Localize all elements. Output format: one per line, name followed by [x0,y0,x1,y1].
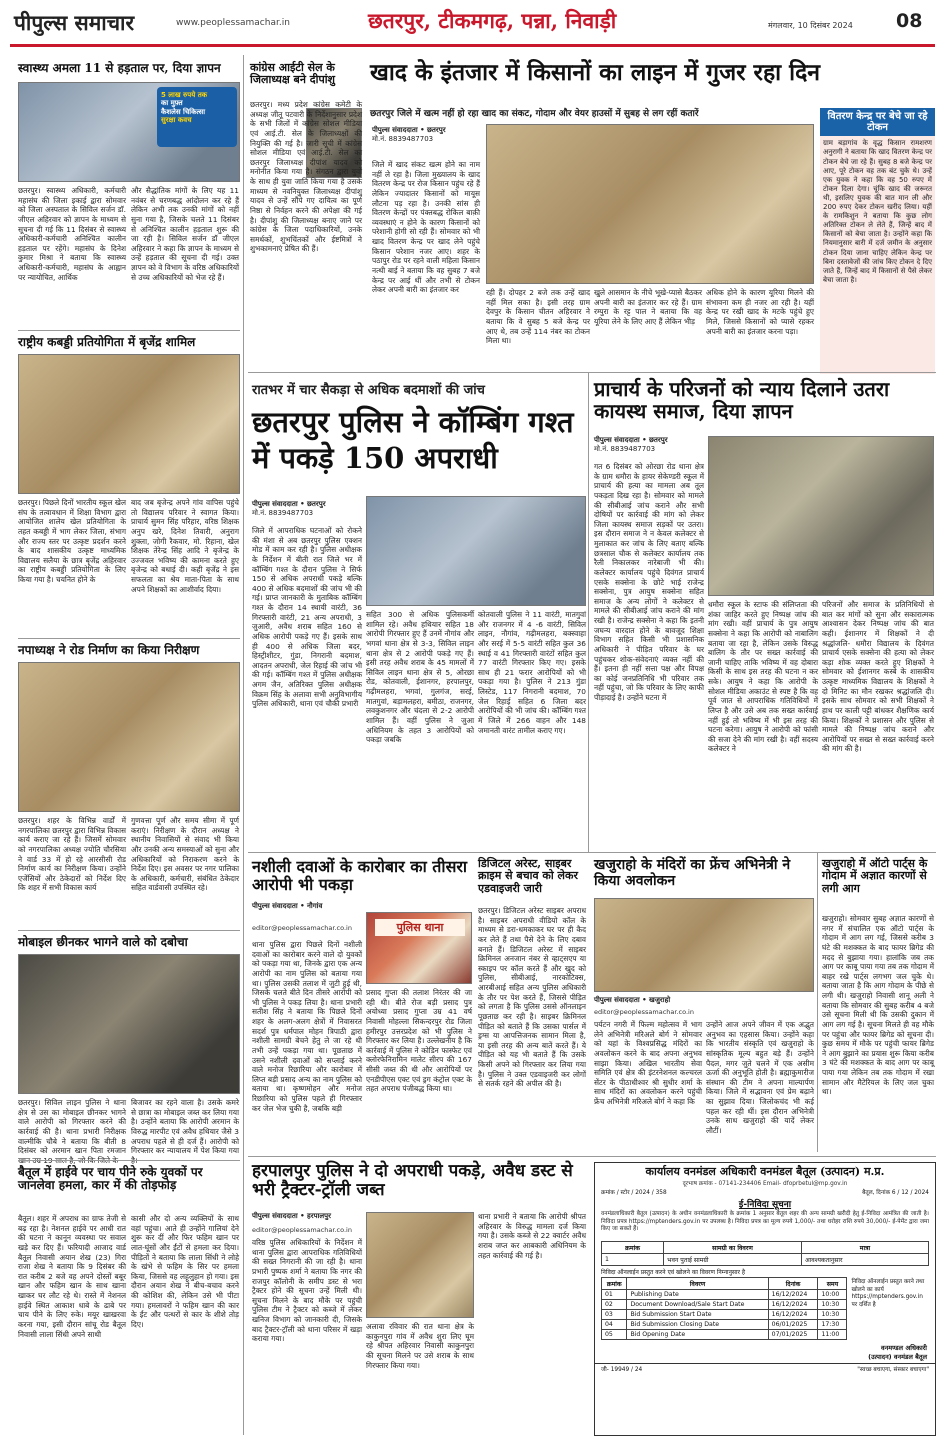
article-body: परिजनों और समाज के प्रतिनिधियों से बात कर मांगों को सुना और सकारात्मक आश्वासन देकर निष्पक्ष जांच की बात कही। ईशानगर में शिक्षकों ने दी श्रद्धांजलि- धमौरा विद्यालय के दिवंगत प्राचार्य एसके सक्सेना की हत्या को लेकर कड़ा शोक व्यक्त करते हुए शिक्षकों ने सोमवार को ईशानगर कस्बे के शासकीय उत्कृष्ट माध्यमिक विद्यालय के शिक्षकों ने दो मिनिट का मौन रखकर श्रद्धांजलि दी। इसके साथ सोमवार को सभी शिक्षकों ने हाथ पर काली पट्टी बांधकर शैक्षणिक कार्य किया। शिक्षकों ने प्रशासन और पुलिस से मामले की निष्पक्ष जांच कराने और आरोपियों पर सख्त से सख्त कार्रवाई करने की मांग की है। [822,600,934,754]
article-body: छतरपुर। डिजिटल अरेस्ट साइबर अपराध है। साइबर अपराधी वीडियो कॉल के माध्यम से डरा-धमकाकर घर पर ही कैद कर लेते हैं तथा पैसे देने के लिए दबाव बनाते हैं। डिजिटल अरेस्ट में साइबर क्रिमिनल अनजान नंबर से व्हाट्सएप या स्काइप पर कॉल करते हैं और खुद को पुलिस, सीबीआई, नारकोटिक्स, आरबीआई सहित अन्य पुलिस अधिकारी के तौर पर पेश करते हैं, जिससे पीड़ित को लगता है कि पुलिस उससे ऑनलाइन पूछताछ कर रही है। साइबर क्रिमिनल पीड़ित को बताते हैं कि उसका पार्सल में ड्रग्स या आपत्तिजनक सामान मिला है, या इसी तरह की अन्य बातें करते हैं। ये पीड़ित को यह भी बताते हैं कि उसके किसी अपने को गिरफ्तार कर लिया गया है। पुलिस ने उक्त एडवाइजरी कर लोगों से सतर्क रहने की अपील की है। [478,906,586,1089]
article-body: जिले में खाद संकट खत्म होने का नाम नहीं ले रहा है। जिला मुख्यालय के खाद वितरण केन्द्र पर रोज किसान पहुंच रहे हैं लेकिन ज्यादातर किसानों को मायूस लौटना पड़ रहा है। उनकी सांस ही वितरण केन्द्रों पर पंक्तबद्ध रोकिल बाक़ी व्यवस्थाएं न होने के कारण किसानों को परेशानी होगी सो रही हैं। सोमवार को भी खाद वितरण केन्द्र पर खाद लेने पहुंचे किसान परेशान नजर आए। शहर के पठापुर रोड पर रहने वाली महिला किसान नत्थी बाई ने बताया कि वह सुबह 7 बजे केन्द्र पर आई थीं और तभी से टोकन लेकर अपनी बारी का इंतजार कर [372,160,480,295]
masthead-site[interactable]: www.peoplessamachar.in [176,18,290,28]
article-body: और सैद्धांतिक मांगों के लिए यह 11 नवंबर से चरणबद्ध आंदोलन कर रहे हैं लेकिन अभी तक उनकी मांगों को नहीं सुना गया है, जिसके चलते 11 दिसंबर से अनिश्चित कालीन हड़ताल शुरू की जा रही है। सिविल सर्जन डॉ जीएल अहिरवार ने कहा कि ज्ञापन के माध्यम से उन्हें हड़ताल की सूचना दी गई। उक्त ज्ञापन को वे विभाग के वरिष्ठ अधिकारियों से उच्च अधिकारियों को भेज रहे हैं। [131,186,239,282]
schedule-cell: 11:00 [818,1330,847,1340]
byline-name: पीपुल्स संवाददाता • छतरपुर [252,500,326,508]
headline: नशीली दवाओं के कारोबार का तीसरा आरोपी भी पकड़ा [252,857,468,894]
headline: राष्ट्रीय कबड्डी प्रतियोगिता में बृजेंद्र शामिल [18,335,196,349]
health-banner [157,87,237,147]
schedule-cell: 17:30 [818,1320,847,1330]
article-body: थाना प्रभारी ने बताया कि आरोपी श्रीपत अहिरवार के विरुद्ध मामला दर्ज किया गया है। उसके कब्जे से 22 क्वार्टर अवैध शराब जप्त कर आबकारी अधिनियम के तहत कार्रवाई की गई है। [478,1212,586,1260]
schedule-header: दिनांक [768,1278,818,1290]
table-row [602,1290,847,1300]
divider [18,930,240,931]
byline-name: पीपुल्स संवाददाता • छतरपुर [594,436,668,444]
divider [817,852,818,1152]
schedule-cell: 01 [602,1290,627,1300]
article-body: छतरपुर। मध्य प्रदेश कांग्रेस कमेटी के अध्यक्ष जीतू पटवारी के निर्देशानुसार प्रदेश के सभी जिलों में कांग्रेस सोशल मीडिया एवं आई.टी. सेल के जिलाध्यक्षों की नियुक्ति की गई है। जारी सूची में कांग्रेस सोशल मीडिया एवं आई.टी. सेल का छतरपुर जिलाध्यक्ष दीपांश यादव को मनोनीत किया गया है। संगठन द्वारा युवों के साथ ही युवा जाति किया गया है उसके माध्यम से नवनियुक्त जिलाध्यक्ष दीपांशु यादव से उन्हें सौंपे गए दायित्व का पूर्ण निष्ठा से निर्वहन करने की अपेक्षा की गई है। दीपांशु की जिलाध्यक्ष बनाए जाने पर कांग्रेस के जिला पदाधिकारियों, उनके समर्थकों, शुभचिंतकों और ईष्टमित्रों ने शुभकामनाएं प्रेषित की हैं। [250,100,362,254]
schedule-header: समय [818,1278,847,1290]
banner-line: 5 लाख रुपये तक [161,91,208,99]
sidebar-title: वितरण केन्द्र पर बेचे जा रहे टोकन [820,108,935,136]
materials-cell: आवश्यकतानुसार [801,1254,928,1266]
police-photo [366,496,586,606]
article-body: उन्होंने आज अपने जीवन में एक अद्भुत अनुभव का एहसास किया। उन्होंने कहा कि भारतीय संस्कृति एवं खजुराहो के सांस्कृतिक मूल्य बहुत बड़े हैं। उन्होंने पैदल, मगर जुते चलने में एक असीम ऊर्जा की अनुभूति होती है। ब्रह्माकुमारीज संस्थान की टीम ने अपना माल्यार्पण किया। जिले में सद्भावना एवं प्रेम बढ़ाने का सुझाव दिया। जिलोकचंद भी कई पहल कर रही थीं। इस दौरान अभिनेत्री उनके साथ खजुराहो की यादें लेकर लौटीं। [706,1020,814,1135]
headline: बैतूल में हाईवे पर चाय पीने रुके युवकों पर जानलेवा हमला, कार में की तोड़फोड़ [18,1165,203,1193]
schedule-cell: 05 [602,1330,627,1340]
banner-line: सुरक्षा कवच [161,116,192,125]
tractor-photo [366,1212,474,1318]
byline-mobile: मो.नं. 8839487703 [594,445,656,453]
headline: खजुराहो में ऑटो पार्ट्स के गोदाम में अज्ञात कारणों से लगी आग [822,857,928,895]
schedule-cell: Bid Opening Date [627,1330,768,1340]
kabaddi-photo [18,354,240,494]
divider [18,330,240,331]
byline [252,500,362,518]
kicker: रातभर में चार सैकड़ा से अधिक बदमाशों की जांच [252,383,485,398]
police-station-photo [366,912,472,984]
notice-date: बैतूल, दिनांक 6 / 12 / 2024 [862,1190,929,1197]
article-body: सहित 300 से अधिक पुलिसकर्मी शामिल रहे। अवैध हथियार सहित 18 आरोपी गिरफ्तार हुए हैं उनमें नौगांव और भगवां थाना क्षेत्र से 3-3, सिविल लाइन थाना क्षेत्र से 2 आरोपी पकड़े गए हैं। इसी तरह अवैध शराब के 45 मामलों में सिविल लाइन थाना क्षेत्र से 5, ओरछा रोड, कोतवाली, ईशानगर, हरपालपुर, गढ़ीमलहरा, भगवां, गुलगंज, सरई, मातगुवां, बड़ामलहरा, बमीठा, राजनगर, लवकुशनगर और चंदला से 2-2 आरोपी शामिल हैं। वहीं पुलिस ने जुआ अधिनियम के तहत 3 आरोपियों को पकड़ा जबकि [366,610,474,745]
byline [594,996,814,1005]
arrest-photo [18,954,240,1094]
article-body: अधिक होने के कारण यूरिया मिलने की संभावना कम ही नजर आ रही है। यहीं केन्द्र पर रखी खाद के मटके पहुंचे हुए मिले, जिससे किसानों को प्यासे रहकर अपनी बारी का इंतजार करना पड़ा। [706,288,814,336]
notice-ref: क्रमांक / स्टोर / 2024 / 358 [601,1190,667,1197]
materials-header: क्रमांक [602,1242,664,1254]
strike-photo [18,82,240,182]
article-body: थाना पुलिस द्वारा पिछले दिनों नशीली दवाओं का कारोबार करने वाले दो युवकों को पकड़ा गया था, जिनके द्वारा एक अन्य आरोपी का नाम पुलिस को बताया गया था। पुलिस उसकी तलाश में जुटी हुई थी, जिसके चलते बीते दिन तीसरे आरोपी को भी पुलिस ने पकड़ लिया है। थाना प्रभारी सतीश सिंह ने बताया कि पिछले दिनों शहर के अलग-अलग क्षेत्रों में निवासरत सदर्श पुत्र धर्मपाल मोहन त्रिपाठी द्वारा नशीली सामग्री बेचने हेतु ले जा रहे थी तभी उन्हें पकड़ा गया था। पूछताछ में उसने नशीली दवाओं को सप्लाई करने वाले मनोज रिछारिया और कारोबार में लिप्त बड़ी प्रसाद अन्य का नाम पुलिस को बताया था। कृष्णमोहन और मनोज रिछारिया को पुलिस पहले ही गिरफ्तार कर जेल भेज चुकी है, जबकि बड़ी [252,940,362,1113]
materials-header: सामग्री का विवरण [664,1242,802,1254]
byline-mobile: मो.नं. 8839487703 [252,509,314,517]
byline-email[interactable]: editor@peoplessamachar.co.in [594,1008,694,1016]
article-body: कोतवाली पुलिस ने 11 वारंटी, मातगुवां और राजनगर में 4 -6 वारंटी, सिविल लाइन, नौगांव, गढ़ीमलहरा, बक्स्वाहा और सरई में 5-5 वारंटी सहित कुल 36 स्थाई व 41 गिरफ्तारी वारंटों सहित कुल 77 वारंटी गिरफ्तार किए गए। इसके साथ ही 21 फरार आरोपियों को भी पकड़ा गया है। पुलिस ने 213 गुंडा लिस्टेड, 117 निगरानी बदमाश, 70 जेल रिहाई सहित 6 जिला बदर आरोपियों की भी जांच की। कॉम्बिंग गश्त में जिले में 266 वाहन और 148 जमानती वारंट तामील कराए गए। [478,610,586,735]
schedule-label: निविदा ऑनलाईन प्रस्तुत करने एवं खोलने का विवरण निम्नानुसार है [601,1269,746,1277]
schedule-cell: 02 [602,1300,627,1310]
banner-line: कैशलेस चिकित्सा [161,107,206,116]
divider [588,372,589,852]
schedule-cell: 06/01/2025 [768,1320,818,1330]
farmers-queue-photo [486,124,814,284]
schedule-cell: 10:30 [818,1300,847,1310]
schedule-cell: Bid Submission Closing Date [627,1320,768,1330]
tender-notice [594,1162,936,1436]
materials-cell: भवन पुताई सामग्री [664,1254,802,1266]
divider [248,1156,936,1157]
byline [252,1212,362,1221]
masthead-logo[interactable]: पीपुल्स समाचार [14,10,135,35]
schedule-cell: Document Download/Sale Start Date [627,1300,768,1310]
notice-body: वनमंडलाधिकारी बैतूल (उत्पादन) के अधीन वनमंडलाधिकारी के क्रमांक 1 अनुसार बैतूल शहर की अन्य सामग्री खरीदी हेतु ई-निविदा आमंत्रित की जाती है। निविदा प्रपत्र https://mptenders.gov.in पर उपलब्ध है। निविदा प्रपत्र का मूल्य रुपये 1,000/- तथा धरोहर राशि रुपये 30,000/- ई-पेमेंट द्वारा जमा किए जा सकते हैं। [601,1211,929,1233]
divider [248,852,936,853]
divider [243,55,244,1435]
queue-photo [372,148,482,158]
road-photo [18,662,240,812]
byline-name: पीपुल्स संवाददाता • छतरपुर [372,126,446,134]
materials-table [601,1241,929,1266]
notice-code: जी- 19949 / 24 [601,1367,643,1374]
byline [594,436,704,454]
byline-email[interactable]: editor@peoplessamachar.co.in [252,924,352,932]
byline [372,126,482,144]
banner-line: का मुफ़्त [161,99,183,108]
masthead [0,0,945,42]
article-body: खजुराहो। सोमवार सुबह अज्ञात कारणों से नगर में संचालित एक ऑटो पार्ट्स के गोदाम में आग लग गई, जिससे करीब 3 घंटे की मशक्कत के बाद फायर ब्रिगेड की मदद से बुझाया गया। हालांकि जब तक आग पर काबू पाया गया तब तक गोदाम में बाहर रखे पार्ट्स लगभग जल चुके थे। बताया जाता है कि आग गोदाम के पीछे से लगी थी। खजुराहो निवासी शानू अली ने बताया कि सोमवार की सुबह करीब 4 बजे उसे सूचना मिली थी कि उसकी दुकान में आग लग गई है। सूचना मिलते ही वह मौके पर पहुंचा और फायर ब्रिगेड को सूचना दी। कुछ समय में मौके पर पहुंची फायर ब्रिगेड ने आग बुझाने का प्रयास शुरू किया करीब 3 घंटे की मशक्कत के बाद आग पर काबू पाया गया लेकिन तब तक गोदाम में रखा सामान और मैटेरियल के लिए जल चुका था। [822,914,934,1097]
article-body: गुणवत्ता पूर्ण और समय सीमा में पूर्ण कराएं। निरीक्षण के दौरान अध्यक्ष ने स्थानीय निवासियों से संवाद भी किया और उनकी अन्य समस्याओं को सुना और अधिकारियों को निराकरण करने के निर्देश दिए। इस अवसर पर नगर पालिका के अधिकारी, कर्मचारी, संबंधित ठेकेदार सहित वार्डवासी उपस्थित रहे। [131,816,239,893]
masthead-region: छतरपुर, टीकमगढ़, पन्ना, निवाड़ी [368,8,617,33]
divider [18,1160,240,1161]
notice-contact: दूरभाष क्रमांक - 07141-234406 Email- dfoprbetul@mp.gov.in [682,1181,848,1188]
station-sign: पुलिस थाना [375,919,465,936]
headline: मोबाइल छीनकर भागने वाले को दबोचा [18,935,188,949]
article-body: बिजावर का रहने वाला है। उसके कमरे से छात्रा का मोबाइल जब्त कर लिया गया है। उन्होंने बताया कि आरोपी अरमान के विरुद्ध मारपीट एवं अवैध हथियार जैसे 3 अपराध पहले से ही दर्ज हैं। आरोपी को गिरफ्तार कर न्यायालय में पेश किया गया [131,1098,239,1156]
schedule-header: विवरण [627,1278,768,1290]
notice-slogan: "स्वच्छ बचाएगा, संस्कार बचाएगा" [857,1367,929,1374]
article-body: बैतूल। शहर में अपराध का ग्राफ तेजी से बढ़ रहा है। नेशनल हाईवे पर आधी रात की घटना ने कानून व्यवस्था पर सवाल खड़े कर दिए हैं। फरियादी आजाद वार्ड बैतूल निवासी अयान शेख (23) गिरा राजा शेख ने बताया कि 9 दिसंबर की रात करीब 2 बजे वह अपने दोस्तों बबूर खान और फहिम खान के साथ खाना खाकर घर लौट रहे थे। रास्ते में नेशनल हाईवे स्थित आकाश धाबे के ढाबे पर चाय पीने के लिए रुके। मयूर खाखरवा करना गया, इसी दौरान सांचू रोड बैतूल निवासी लाला सिंधी अपने साथी [18,1214,126,1339]
table-row [602,1330,847,1340]
article-body: रही हैं। दोपहर 2 बजे तक उन्हें खाद नहीं मिल सका है। इसी तरह ग्राम देवपुर के किसान चीतन अहिरवार ने बताया कि वे सुबह 5 बजे केन्द्र पर आए थे, तब उन्हें 114 नंबर का टोकन मिला था। [486,288,590,346]
subheadline: छतरपुर जिले में खत्म नहीं हो रहा खाद का संकट, गोदाम और वेयर हाउसों में सुबह से लग रहीं कतारें [370,109,699,119]
schedule-cell: 16/12/2024 [768,1310,818,1320]
materials-header: मात्रा [801,1242,928,1254]
schedule-cell: 07/01/2025 [768,1330,818,1340]
headline: डिजिटल अरेस्ट, साइबर क्राइम से बचाव को लेकर एडवाइजरी जारी [478,857,578,895]
article-body: प्रसाद गुप्ता की तलाश निरंतर की जा रही थी। बीते रोज बड़ी प्रसाद पुत्र अयोध्या प्रसाद गुप्ता उम्र 41 वर्ष निवासी मोहल्ला सिकन्दरपुर रोड जिला हमीरपुर उत्तरप्रदेश को भी पुलिस ने गिरफ्तार कर लिया है। उल्लेखनीय है कि कार्रवाई में पुलिस ने कोडिन फास्फेट एवं क्लोरफेनिरामिन मालेट सीरप की 167 सीसी जब्त की थी और आरोपियों पर एनडीपीएस एक्ट एवं ड्रग कंट्रोल एक्ट के तहत अपराध पंजीबद्ध किया था। [366,988,472,1094]
article-body: ग्राम बड़ागांव के वृद्ध किसान रामशरण अनुरागी ने बताया कि खाद वितरण केन्द्र पर टोकन बेचे जा रहे हैं। सुबह 8 बजे केन्द्र पर आए, पूरे टोकन वह तक बंट चुके थे। उन्हें एक युवक ने कहा कि वह 50 रुपए में टोकन दिला देगा। चूंकि खाद की जरूरत थी, इसलिए युवक की बात मान ली और 200 रुपए देकर टोकन खरीद लिया। यहीं के रामकिशुन ने बताया कि कुछ लोग अतिरिक्त टोकन ले लेते हैं, जिन्हें बाद में किसानों को बेचा जाता है। उन्होंने कहा कि नियमानुसार बारी में दर्ज जमीन के अनुसार टोकन दिया जाना चाहिए लेकिन केन्द्र पर बिना दस्तावेजों की जांच किए टोकन दे दिए जाते हैं, जिन्हें बाद में किसानों से पैसे लेकर बेचा जाता है। [823,139,932,284]
schedule-cell: 03 [602,1310,627,1320]
headline: स्वास्थ्य अमला 11 से हड़ताल पर, दिया ज्ञापन [18,61,221,75]
schedule-cell: 04 [602,1320,627,1330]
headline: प्राचार्य के परिजनों को न्याय दिलाने उतरा कायस्थ समाज, दिया ज्ञापन [594,377,890,424]
notice-dept: कार्यालय वनमंडल अधिकारी वनमंडल बैतूल (उत्पादन) म.प्र. [645,1165,885,1178]
byline-name: पीपुल्स संवाददाता • खजुराहो [594,996,671,1004]
schedule-cell: Bid Submission Start Date [627,1310,768,1320]
article-body: गत 6 दिसंबर को ओरछा रोड थाना क्षेत्र के ग्राम धमौरा के हायर सेकेण्डरी स्कूल में प्राचार्य की हत्या का मामला अब तूल पकड़ता दिख रहा है। सोमवार को मामले की सीबीआई जांच कराने और सभी दोषियों पर कार्रवाई की मांग को लेकर जिला कायस्थ समाज सड़कों पर उतरा। इस दौरान समाज ने न केवल कलेक्टर से मुलाकात कर जांच के लिए बताए बल्कि छत्रसाल चौक से कलेक्टर कार्यालय तक रैली निकालकर नारेबाजी भी की। कलेक्टर कार्यालय पहुंचे दिवंगत प्राचार्य एसके सक्सेना के छोटे भाई राजेन्द्र सक्सेना, पुत्र आयुष सक्सेना सहित समाज के अन्य लोगों ने कलेक्टर से मामले की सीबीआई जांच कराने की मांग रखी है। राजेन्द्र सक्सेना ने कहा कि इतनी जघन्य वारदात होने के बावजूद शिक्षा विभाग सहित किसी भी प्रशासनिक अधिकारी ने पीड़ित परिवार के घर पहुंचकर शोक-संवेदनाएं व्यक्त नहीं की हैं। इतना ही नहीं सत्ता पक्ष और विपक्ष का कोई जनप्रतिनिधि भी परिवार तक नहीं पहुंचा, जो कि परिवार के लिए काफी पीड़ादाई है। उन्होंने घटना में [594,462,704,702]
byline-name: पीपुल्स संवाददाता • हरपालपुर [252,1212,331,1220]
masthead-rule [10,44,935,47]
byline-mobile: मो.नं. 8839487703 [372,135,434,143]
schedule-cell: Publishing Date [627,1290,768,1300]
byline-name: पीपुल्स संवाददाता • नौगांव [252,902,323,910]
notice-heading: ई-निविदा सूचना [738,1200,792,1211]
table-row [602,1254,929,1266]
notice-sign: वनमण्डल अधिकारी [880,1344,927,1353]
article-body: छतरपुर। पिछले दिनों भारतीय स्कूल खेल संघ के तत्वावधान में शिक्षा विभाग द्वारा आयोजित शालेय खेल प्रतियोगिता के तहत कबड्डी में भाग लेकर जिला, संभाग और राज्य स्तर पर उत्कृष्ट प्रदर्शन करने के बाद शासकीय उत्कृष्ट माध्यमिक विद्यालय सलैया के छात्र बृजेंद्र अहिरवार का राष्ट्रीय कबड्डी प्रतियोगिता के लिए किया गया है। चयनित होने के [18,498,126,584]
schedule-cell: 10:00 [818,1290,847,1300]
headline: छतरपुर पुलिस ने कॉम्बिंग गश्त में पकड़े 150 अपराधी [252,405,574,476]
article-body: बाद जब बृजेन्द्र अपने गांव वापिस पहुंचे तो विद्यालय परिवार ने स्वागत किया। प्राचार्य सुमन सिंह परिहार, वरिष्ठ शिक्षक अनुप खरे, दिनेश तिवारी, अनुराग शुक्ला, जोगी रैकवार, मो. रिहाना, खेल शिक्षक तेरेन्द्र सिंह आदि ने बृजेन्द्र के उज्जवल भविष्य की कामना करते हुए बृजेन्द्र को बधाई दी। कही बृजेंद्र ने इस सफलता का श्रेय माता-पिता के साथ अपने शिक्षकों का आशीर्वाद दिया। [131,498,239,594]
byline-email[interactable]: editor@peoplessamachar.co.in [252,1226,352,1234]
schedule-cell: 16/12/2024 [768,1300,818,1310]
article-body: छतरपुर। स्वास्थ्य अधिकारी, कर्मचारी महासंघ की जिला इकाई द्वारा सोमवार को जिला अस्पताल के सिविल सर्जन डॉ. जीएल अहिरवार को ज्ञापन के माध्यम से सूचना दी गई कि 11 दिसंबर से स्वास्थ्य अधिकारी-कर्मचारी अनिश्चित कालीन हड़ताल पर रहेंगे। महासंघ के दिनेश कुमार मिश्रा ने बताया कि स्वास्थ्य अधिकारी-कर्मचारी, महासंघ के आह्वान पर न्यायोचित, आर्थिक [18,186,126,282]
masthead-date: मंगलवार, 10 दिसंबर 2024 [768,21,853,30]
khajuraho-photo [594,898,814,992]
notice-sign: (उत्पादन) वनमंडल बैतूल [868,1353,927,1362]
byline [252,902,472,911]
sidebar-box [820,108,935,374]
schedule-cell: 10:30 [818,1310,847,1320]
memorandum-photo [708,436,934,596]
article-body: छतरपुर। सिविल लाइन पुलिस ने थाना क्षेत्र से उस का मोबाइल छीनकर भागने वाले आरोपी को गिरफ्तार करने की कार्रवाई की है। थाना प्रभारी निरीक्षक वाल्मीकि चौबे ने बताया कि बीती 8 दिसंबर को अरमान खान पिता रमजान [18,1098,126,1156]
table-row [602,1300,847,1310]
article-body: छतरपुर। शहर के विभिन्न वार्डों में नगरपालिका छतरपुर द्वारा विभिन्न विकास कार्य कराए जा रहे हैं। जिसमें सोमवार को नगरपालिका अध्यक्ष ज्योति चौरसिया ने वार्ड 33 में हो रहे आरसीसी रोड निर्माण कार्य का निरीक्षण किया। उन्होंने एजेंसियों और ठेकेदारों को निर्देश दिए कि शहर में सभी विकास कार्य [18,816,127,893]
article-body: जिले में आपराधिक घटनाओं को रोकने की मंशा से अब छतरपुर पुलिस एक्शन मोड में काम कर रही है। पुलिस अधीक्षक के निर्देशन में बीती रात जिले भर में कॉम्बिंग गश्त के दौरान पुलिस ने सिर्फ 150 से अधिक अपराधी पकड़े बल्कि 400 से अधिक बदमाशों की जांच भी की गई। प्राप्त जानकारी के मुताबिक कॉम्बिंग गश्त के दौरान 14 स्थायी वारंटी, 36 गिरफ्तारी वारंटी, 21 अन्य अपराधी, 3 जुआरी, अवैध शराब सहित 160 से अधिक आरोपी पकड़े गए हैं। इसके साथ ही 400 से अधिक जिला बदर, हिस्ट्रीशीटर, गुंडा, निगरानी बदमाश, आदतन अपराधी, जेल रिहाई की जांच भी की गई। कॉम्बिंग गश्त में पुलिस अधीक्षक अगम जैन, अतिरिक्त पुलिस अधीक्षक विक्रम सिंह के अलावा सभी अनुविभागीय पुलिस अधिकारी, थाना एवं चौकी प्रभारी [252,526,362,709]
headline: खाद के इंतजार में किसानों का लाइन में गुजर रहा दिन [370,59,821,86]
article-body: कासी और दो अन्य व्यक्तियों के साथ वहां पहुंचा। आते ही उन्होंने गालियां देने शुरू कर दीं और फिर फहिम खान पर लात-घूंसों और ईंटों से हमला कर दिया। पीड़ितों ने बताया कि लाला सिंधी ने लोहे के खंभे से फहिम के सिर पर हमला किया, जिससे वह लहूलुहान हो गया। इस दौरान अयान शेख ने बीच-बचाव करने की कोशिश की, लेकिन उसे भी पीटा गया। हमलावरों ने फहिम खान की कार के ईंट और पत्थरों से कार के शीशे तोड़ दिए। [131,1214,239,1329]
headline: नपाध्यक्ष ने रोड निर्माण का किया निरीक्षण [18,643,200,657]
article-body: अलावा रविवार की रात थाना क्षेत्र के काकुनपुरा गांव में अवैध शुरा लिए घूम रहे श्रीपत अहिरवार निवासी काकुनपुरा की सूचना मिलने पर उसे शराब के साथ गिरफ्तार किया गया। [366,1322,474,1370]
divider [18,638,240,639]
materials-cell: 1 [602,1254,664,1266]
article-body: खुले आसमान के नीचे भूखे-प्यासे बैठकर अपनी बारी का इंतजार कर रहे हैं। ग्राम रम्पुरा के रट्ट पाल ने बताया कि वह यूरिया लेने के लिए आए हैं लेकिन भीड़ [594,288,702,326]
headline: कांग्रेस आईटी सेल के जिलाध्यक्ष बने दीपांशु [250,61,336,87]
headline: हरपालपुर पुलिस ने दो अपराधी पकड़े, अवैध डस्ट से भरी ट्रैक्टर-ट्रॉली जब्त [252,1161,573,1201]
schedule-header: क्रमांक [602,1278,627,1290]
table-row [602,1320,847,1330]
article-body: धमौरा स्कूल के स्टाफ की संलिप्तता की शंका जाहिर करते हुए निष्पक्ष जांच की मांग रखी। वहीं प्राचार्य के पुत्र आयुष सक्सेना ने कहा कि आरोपी को नाबालिग बताया जा रहा है, लेकिन उसके विरुद्ध बालिग के तौर पर सख्त कार्रवाई की जानी चाहिए ताकि भविष्य में वह दोबारा किसी के साथ इस तरह की घटना न कर सके। आयुष ने कहा कि आरोपी के सोशल मीडिया अकाउंट से स्पष्ट है कि वह पूर्व जात से आपराधिक गतिविधियों में लिप्त है और उसे अब तक सख्त कार्रवाई नहीं हुई तो भविष्य में भी इस तरह की घटना करेगा। आयुष ने आरोपी को फांसी की सजा देने की मांग रखी है। वहीं सदस्य कलेक्टर ने [708,600,818,754]
schedule-cell: 16/12/2024 [768,1290,818,1300]
headline: खजुराहो के मंदिरों का फ्रेंच अभिनेत्री ने किया अवलोकन [594,857,791,889]
divider [248,372,936,373]
schedule-table [601,1277,847,1340]
side-note: निविदा ऑनलाईन प्रस्तुत करने तथा खोलने का कार्य https://mptenders.gov.in पर दर्शित है [851,1279,925,1308]
article-body: पर्यटन नगरी में फिल्म महोत्सव में भाग लेने अभिनेत्री मरिअले बोर्ग ने सोमवार को यहां के विश्वप्रसिद्ध मंदिरों का अवलोकन करने के बाद अपना अनुभव साझा किया। अखिल भारतीय सेवा समिति एवं क्षेत्र की इंटरनेशनल कल्चरल सेंटर के पीठाधीश्वर श्री सुधीर शर्मा के साथ मंदिरों का अवलोकन करने पहुंची फ्रेंच अभिनेत्री मरिअले बोर्ग ने कहा कि [594,1020,702,1106]
article-body: वरिष्ठ पुलिस अधिकारियों के निर्देशन में थाना पुलिस द्वारा आपराधिक गतिविधियों की सख्त निगरानी की जा रही है। थाना प्रभारी पुष्पक शर्मा ने बताया कि नगर की राजपुर कॉलोनी के समीप डस्ट से भरा ट्रैक्टर होने की सूचना उन्हें मिली थी। सूचना मिलने के बाद मौके पर पहुंची पुलिस टीम ने ट्रैक्टर को कब्जे में लेकर खनिज विभाग को जानकारी दी, जिसके बाद ट्रैक्टर-ट्रॉली को थाना परिसर में खड़ा कराया गया। [252,1238,362,1344]
page-number: 08 [896,10,923,32]
table-row [602,1310,847,1320]
